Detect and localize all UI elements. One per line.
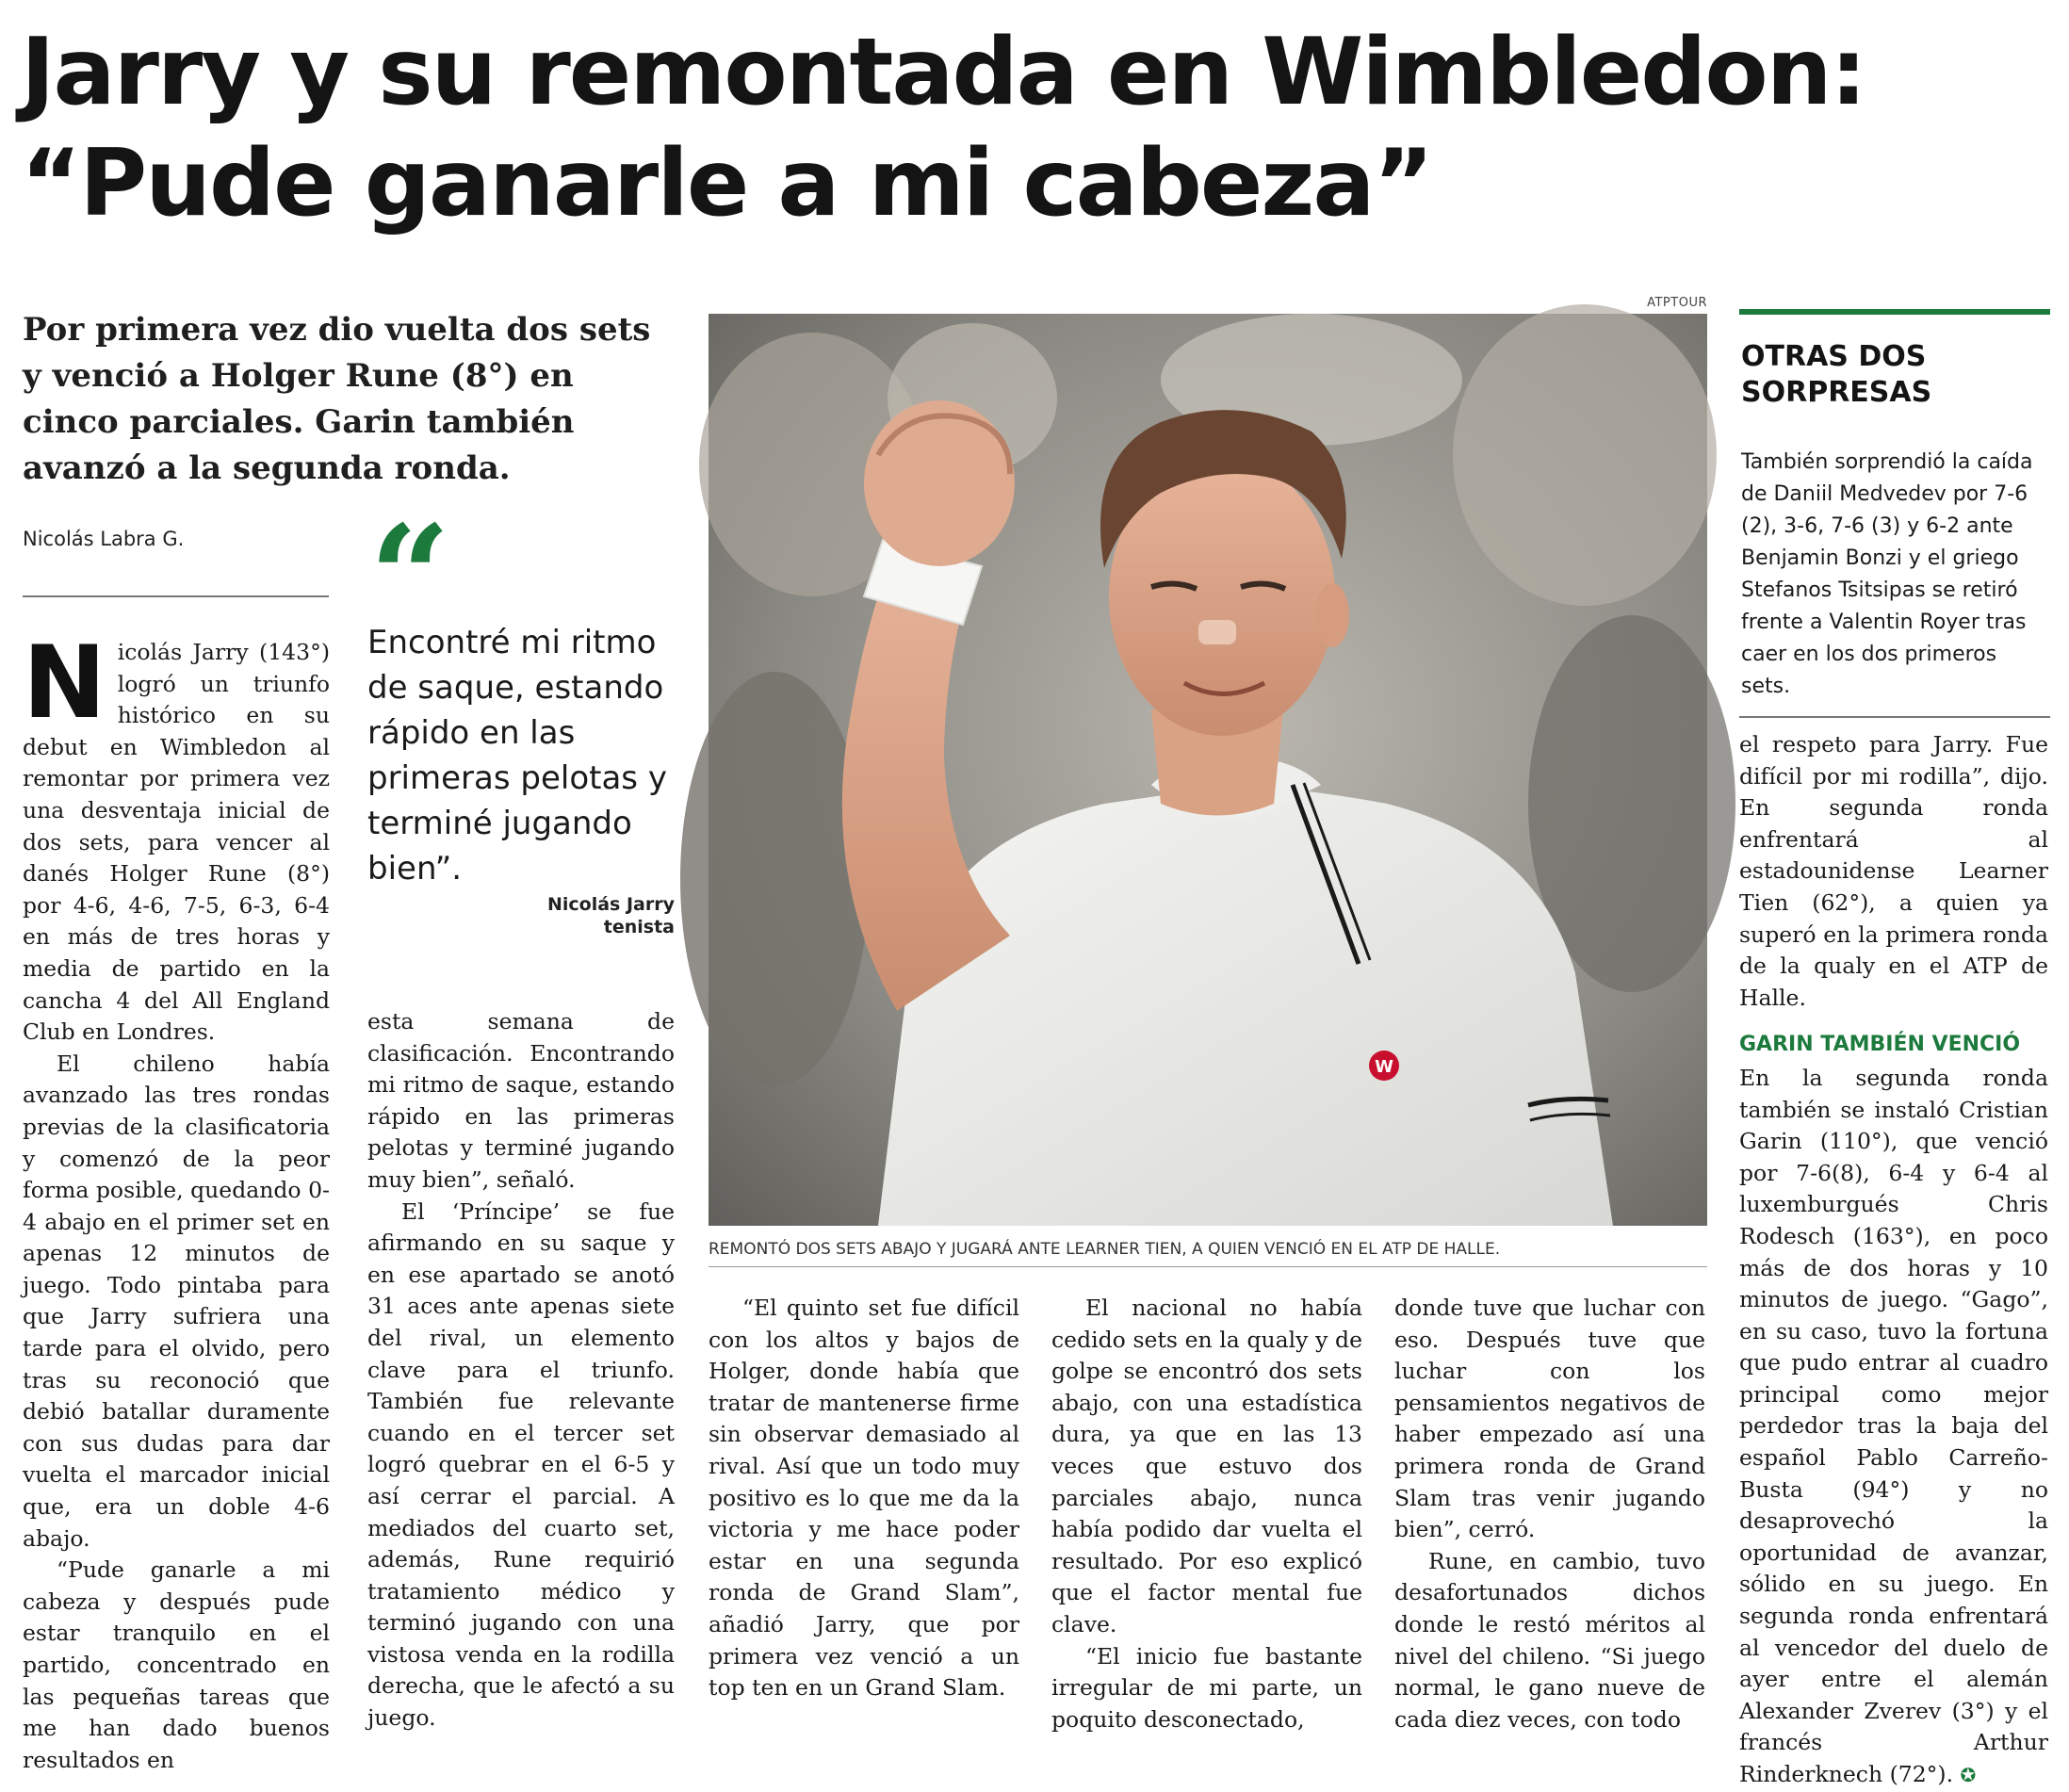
body-paragraph: “El quinto set fue difícil con los altos y bajos de Holger, donde había que tratar de mantenerse firme sin observar demasiado al rival. Así que un todo muy positivo es lo que me da la victoria y me hace poder estar en una segunda ronda de Grand Slam”, añadió Jarry, que por primera vez venció a un top ten en un Grand Slam.: [709, 1295, 1019, 1702]
pull-quote-name: Nicolás Jarry: [546, 894, 675, 915]
body-column-4: [1051, 1293, 1362, 1735]
shirt-logo-icon: W: [1375, 1057, 1393, 1077]
body-paragraph: El chileno había avanzado las tres rondas previas de la clasificatoria y comenzó de la peor forma posible, quedando 0-4 abajo en el primer set en apenas 12 minutos de juego. Todo pintaba para que Jarry sufriera una tarde para el olvido, pero tras su reconoció que debió batallar duramente con sus dudas para dar vuelta el marcador inicial que, era un doble 4-6 abajo.: [23, 1050, 330, 1552]
body-paragraph: [23, 625, 330, 1049]
pull-quote-attribution: [490, 893, 675, 938]
player-celebrating-image: [709, 314, 1707, 1226]
headline-line-1: Jarry y su remontada en Wimbledon:: [21, 19, 1865, 126]
body-paragraph: El ‘Príncipe’ se fue afirmando en su saque y en ese apartado se anotó 31 aces ante apenas siete del rival, un elemento clave para el triunfo. También fue relevante cuando en el tercer set logró quebrar en el 6-5 y así cerrar el parcial. A mediados del cuarto set, además, Rune requirió tratamiento médico y terminó jugando con una vistosa venda en la rodilla derecha, que le afectó a su juego.: [367, 1197, 675, 1732]
caption-divider: [709, 1266, 1707, 1267]
body-paragraph: donde tuve que luchar con eso. Después tuve que luchar con los pensamientos negativos de haber empezado así una primera ronda de Grand Slam tras venir jugando bien”, cerró.: [1394, 1295, 1705, 1543]
photo-credit: ATPTOUR: [1647, 296, 1707, 310]
end-mark-icon: ✪: [1960, 1764, 1977, 1786]
sidebar-text: También sorprendió la caída de Daniil Medvedev por 7-6 (2), 3-6, 7-6 (3) y 6-2 ante Benjamin Bonzi y el griego Stefanos Tsitsipas se retiró frente a Valentin Royer tras caer en los dos primeros sets.: [1741, 450, 2033, 698]
body-column-6: [1739, 729, 2048, 1792]
drop-cap: N: [23, 625, 106, 741]
pull-quote: Encontré mi ritmo de saque, estando rápido en las primeras pelotas y terminé jugando bien”.: [367, 624, 667, 888]
quote-mark-icon: “: [369, 495, 451, 660]
body-paragraph: esta semana de clasificación. Encontrando mi ritmo de saque, estando rápido en las primeras pelotas y terminé jugando muy bien”, señaló.: [367, 1008, 675, 1193]
headline-line-2: “Pude ganarle a mi cabeza”: [21, 130, 1432, 237]
byline: Nicolás Labra G.: [23, 528, 185, 550]
byline-divider: [23, 595, 329, 597]
body-column-5: [1394, 1293, 1705, 1735]
subhead-garin: GARIN TAMBIÉN VENCIÓ: [1739, 1033, 2021, 1057]
body-column-1: [23, 625, 330, 1776]
body-column-3: [709, 1293, 1019, 1704]
body-paragraph: el respeto para Jarry. Fue difícil por mi rodilla”, dijo. En segunda ronda enfrentará al estadounidense Learner Tien (62°), a quien ya superó en la primera ronda de la qualy en el ATP de Halle.: [1739, 731, 2048, 1011]
pull-quote-role: tenista: [603, 917, 675, 937]
body-paragraph: El nacional no había cedido sets en la qualy y de golpe se encontró dos sets abajo, con una estadística dura, ya que en las 13 veces que estuvo dos parciales abajo, nunca había podido dar vuelta el resultado. Por eso explicó que el factor mental fue clave.: [1051, 1295, 1362, 1637]
deck: Por primera vez dio vuelta dos sets y venció a Holger Rune (8°) en cinco parciales. Garin también avanzó a la segunda ronda.: [23, 311, 651, 487]
body-paragraph-text: icolás Jarry (143°) logró un triunfo histórico en su debut en Wimbledon al remontar por primera vez una desventaja inicial de dos sets, para vencer al danés Holger Rune (8°) por 4-6, 4-6, 7-5, 6-3, 6-4 en más de tres horas y media de partido en la cancha 4 del All England Club en Londres.: [23, 639, 330, 1046]
body-paragraph: [1739, 1063, 2048, 1792]
sidebar-title: OTRAS DOS SORPRESAS: [1741, 340, 1932, 409]
sidebar-accent-bar: [1739, 309, 2050, 315]
body-paragraph: “Pude ganarle a mi cabeza y después pude estar tranquilo en el partido, concentrado en las pequeñas tareas que me han dado buenos resultados en: [23, 1556, 330, 1773]
headline: [21, 17, 2046, 239]
photo-caption: REMONTÓ DOS SETS ABAJO Y JUGARÁ ANTE LEARNER TIEN, A QUIEN VENCIÓ EN EL ATP DE HALLE.: [709, 1240, 1501, 1259]
sidebar-divider: [1739, 716, 2050, 718]
article-photo: [709, 314, 1707, 1226]
body-column-2: [367, 1006, 675, 1735]
body-paragraph-text: En la segunda ronda también se instaló Cristian Garin (110°), que venció por 7-6(8), 6-4 y 6-4 al luxemburgués Chris Rodesch (163°), en poco más de dos horas y 10 minutos de juego. “Gago”, en su caso, tuvo la fortuna que pudo entrar al cuadro principal como mejor perdedor tras la baja del español Pablo Carreño-Busta (94°) y no desaprovechó la oportunidad de avanzar, sólido en su juego. En segunda ronda enfrentará al vencedor del duelo de ayer entre el alemán Alexander Zverev (3°) y el francés Arthur Rinderknech (72°).: [1739, 1064, 2048, 1787]
body-paragraph: “El inicio fue bastante irregular de mi parte, un poquito desconectado,: [1051, 1642, 1362, 1733]
body-paragraph: Rune, en cambio, tuvo desafortunados dichos donde le restó méritos al nivel del chileno. “Si juego normal, le gano nueve de cada diez veces, con todo: [1394, 1547, 1705, 1733]
